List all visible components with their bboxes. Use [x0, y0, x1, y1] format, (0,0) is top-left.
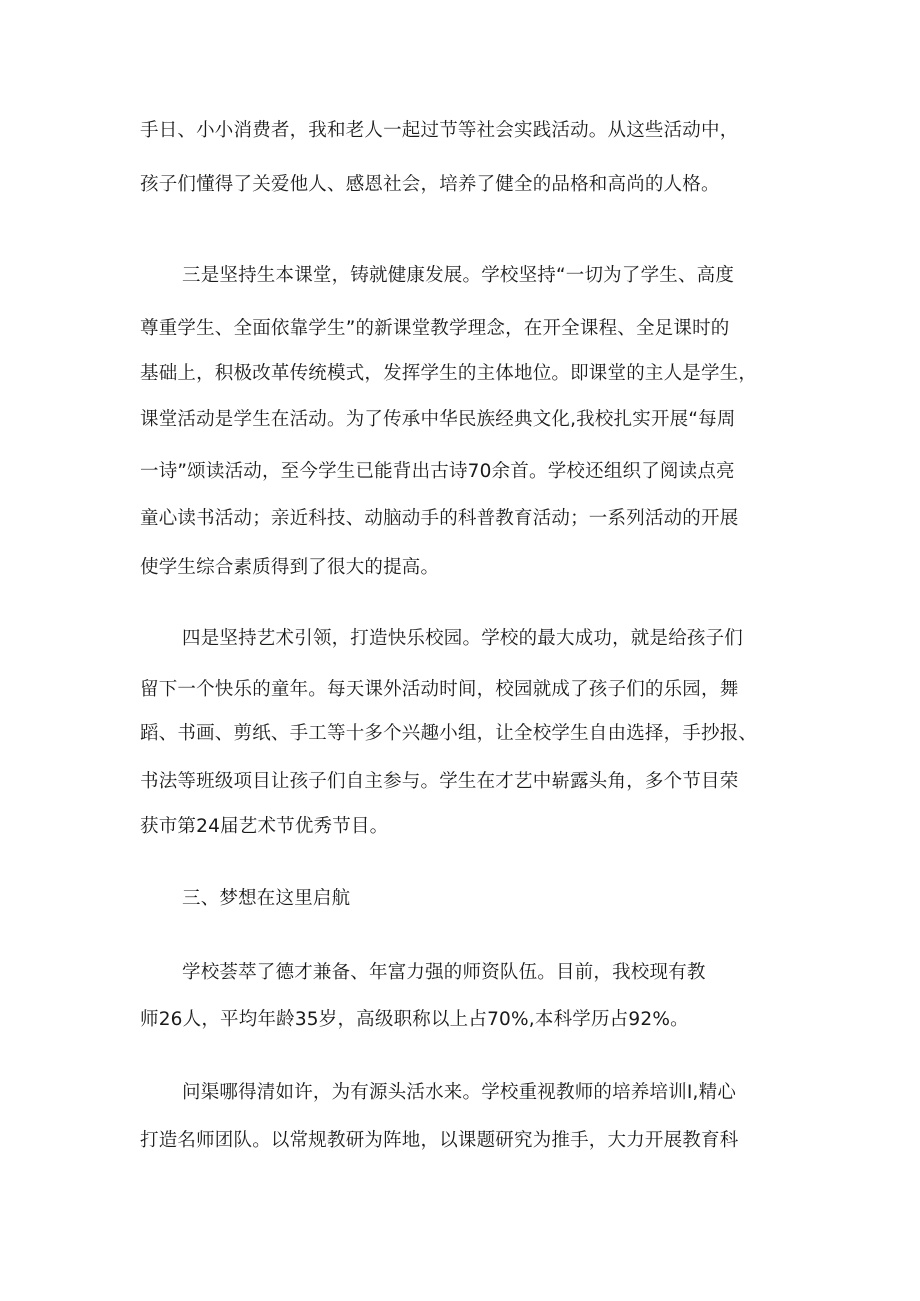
paragraph-first-line: 四是坚持艺术引领，打造快乐校园。学校的最大成功，就是给孩子们	[182, 628, 744, 649]
text-line: 童心读书活动；亲近科技、动脑动手的科普教育活动；一系列活动的开展	[140, 508, 739, 529]
paragraph-first-line: 问渠哪得清如许，为有源头活水来。学校重视教师的培养培训I,精心	[182, 1082, 737, 1103]
text-line: 书法等班级项目让孩子们自主参与。学生在才艺中崭露头角，多个节目荣	[140, 771, 739, 792]
text-line: 一诗”颂读活动，至今学生已能背出古诗70余首。学校还组织了阅读点亮	[140, 461, 735, 482]
text-line: 基础上，积极改革传统模式，发挥学生的主体地位。即课堂的主人是学生，	[140, 363, 758, 384]
text-line: 打造名师团队。以常规教研为阵地，以课题研究为推手，大力开展教育科	[140, 1130, 739, 1151]
text-line: 手日、小小消费者，我和老人一起过节等社会实践活动。从这些活动中，	[140, 120, 739, 141]
paragraph-first-line: 三是坚持生本课堂，铸就健康发展。学校坚持“一切为了学生、高度	[182, 265, 735, 286]
section-heading: 三、梦想在这里启航	[182, 888, 351, 909]
text-line: 课堂活动是学生在活动。为了传承中华民族经典文化,我校扎实开展“每周	[140, 409, 736, 430]
text-line: 留下一个快乐的童年。每天课外活动时间，校园就成了孩子们的乐园，舞	[140, 679, 739, 700]
paragraph-first-line: 学校荟萃了德才兼备、年富力强的师资队伍。目前，我校现有教	[182, 962, 706, 983]
text-line: 尊重学生、全面依靠学生”的新课堂教学理念，在开全课程、全足课时的	[140, 318, 730, 339]
text-line: 孩子们懂得了关爱他人、感恩社会，培养了健全的品格和高尚的人格。	[140, 174, 720, 195]
text-line: 蹈、书画、剪纸、手工等十多个兴趣小组，让全校学生自由选择，手抄报、	[140, 723, 758, 744]
text-line: 师26人，平均年龄35岁，高级职称以上占70%,本科学历占92%。	[140, 1009, 689, 1030]
text-line: 获市第24届艺术节优秀节目。	[140, 816, 389, 837]
text-line: 使学生综合素质得到了很大的提高。	[140, 557, 440, 578]
